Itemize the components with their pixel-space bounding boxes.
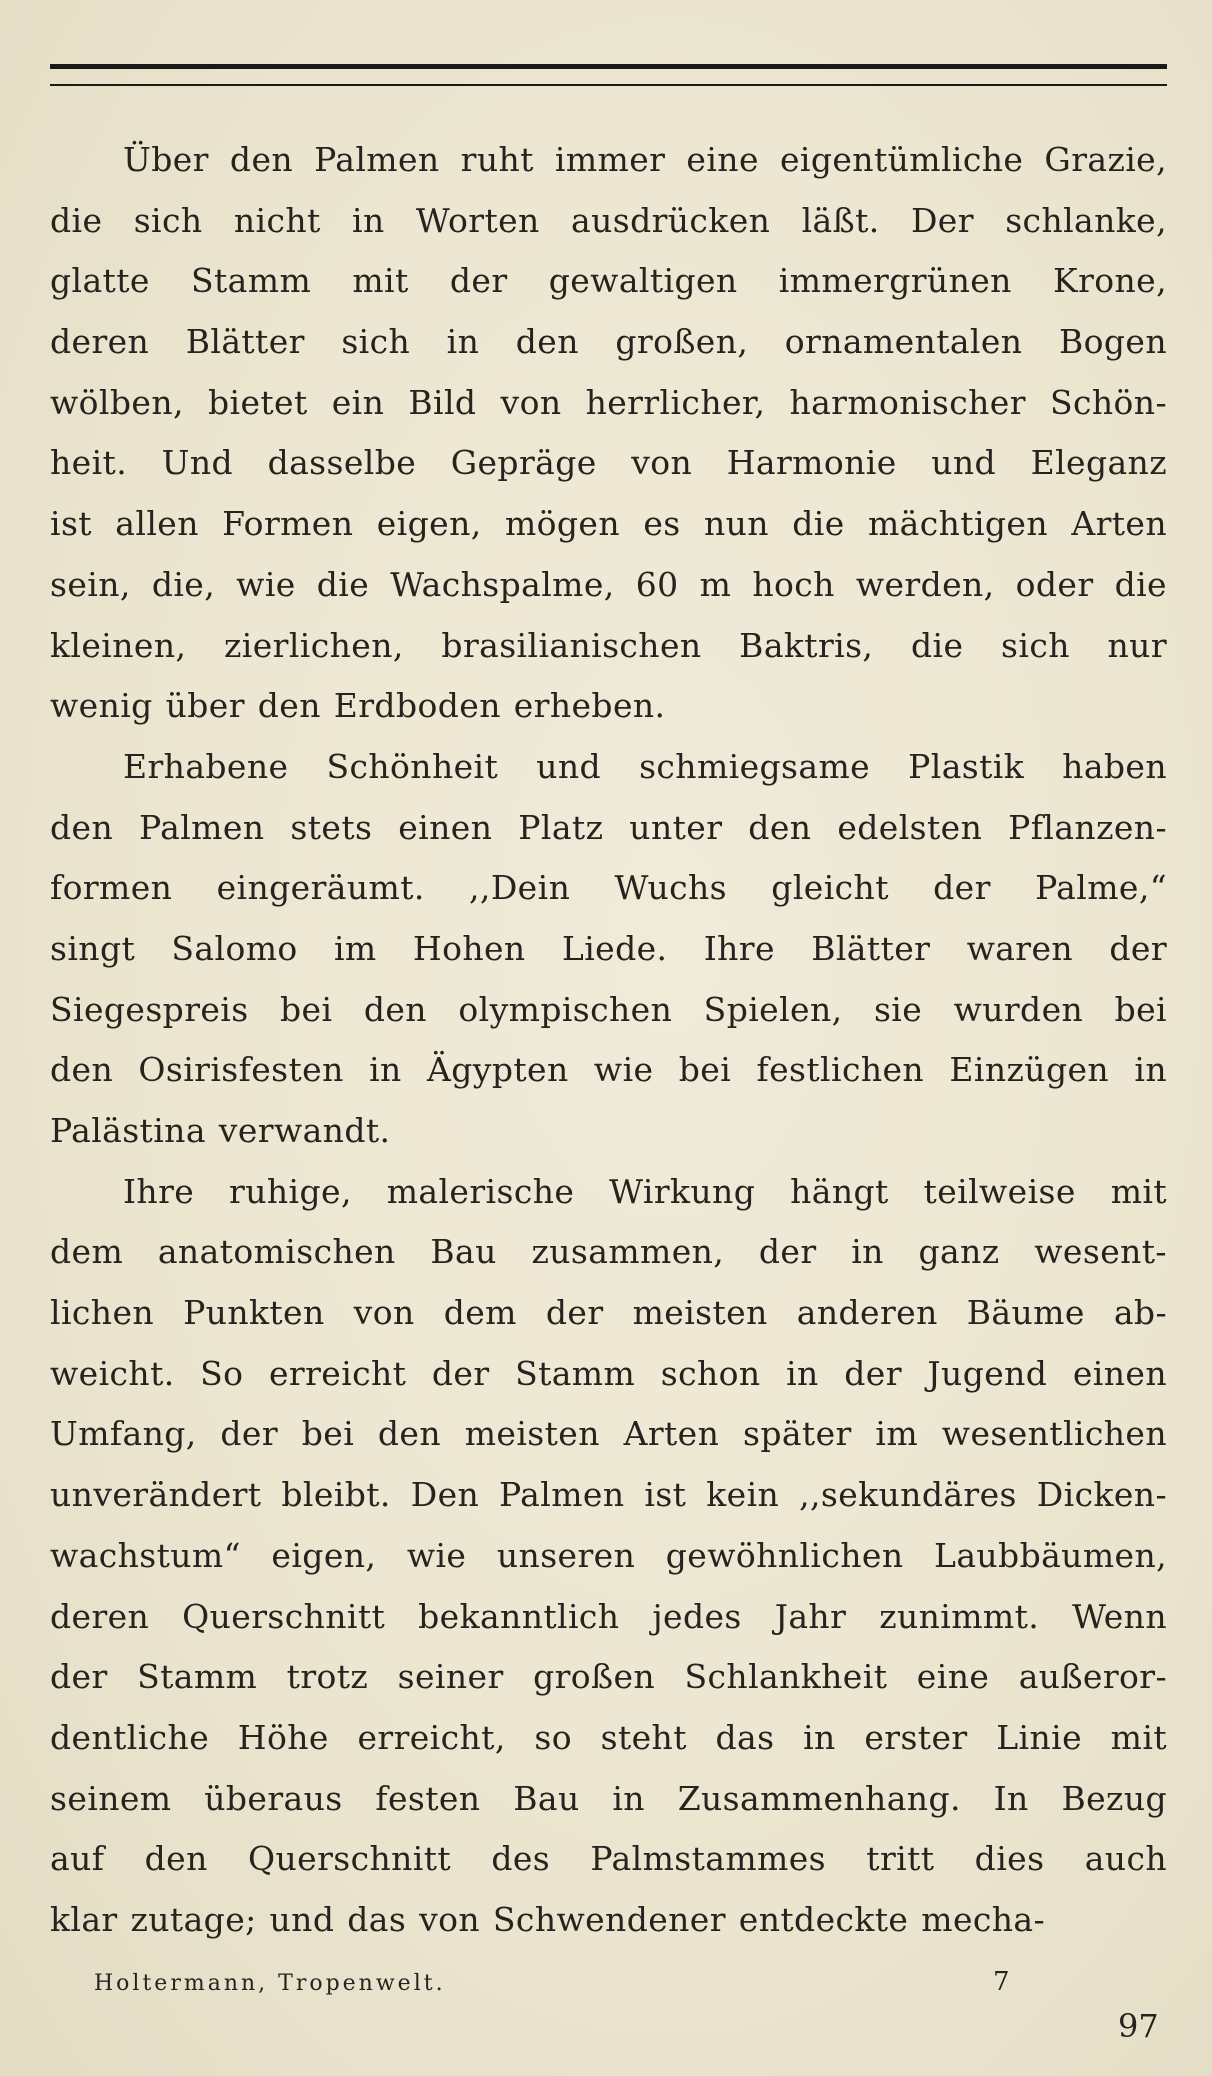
text-line: Über den Palmen ruht immer eine eigentümliche Grazie, [123,140,1167,179]
text-line: glatte Stamm mit der gewaltigen immergrünen Krone, [50,261,1167,301]
text-line: Umfang, der bei den meisten Arten später im wesentlichen [50,1414,1167,1454]
text-line: unverändert bleibt. Den Palmen ist kein ,,sekundäres Dicken- [50,1475,1167,1515]
text-line: sein, die, wie die Wachspalme, 60 m hoch werden, oder die [50,564,1167,604]
text-line: den Palmen stets einen Platz unter den edelsten Pflanzen- [50,807,1167,847]
page-number: 97 [1118,2007,1159,2045]
text-line: wachstum“ eigen, wie unseren gewöhnlichen Laubbäumen, [50,1535,1167,1575]
text-line: lichen Punkten von dem der meisten anderen Bäume ab- [50,1293,1167,1333]
text-line: wölben, bietet ein Bild von herrlicher, harmonischer Schön- [50,382,1167,422]
header-rule-thin [50,84,1167,86]
text-line: wenig über den Erdboden erheben. [50,686,666,726]
text-line: weicht. So erreicht der Stamm schon in der Jugend einen [50,1353,1167,1393]
text-line: heit. Und dasselbe Gepräge von Harmonie und Eleganz [50,443,1167,483]
text-line: dentliche Höhe erreicht, so steht das in erster Linie mit [50,1717,1167,1757]
header-rule-thick [50,64,1167,69]
paragraph [50,1162,1167,1951]
text-line: ist allen Formen eigen, mögen es nun die mächtigen Arten [50,504,1167,544]
text-line: deren Querschnitt bekanntlich jedes Jahr zunimmt. Wenn [50,1596,1167,1636]
footer-author-title: Holtermann, Tropenwelt. [94,1971,446,1996]
text-line: seinem überaus festen Bau in Zusammenhang. In Bezug [50,1778,1167,1818]
text-line: deren Blätter sich in den großen, ornamentalen Bogen [50,322,1167,362]
text-line: singt Salomo im Hohen Liede. Ihre Blätter waren der [50,928,1167,968]
paragraph [50,737,1167,1162]
paragraph [50,130,1167,737]
body-text [50,130,1167,1951]
text-line: kleinen, zierlichen, brasilianischen Baktris, die sich nur [50,625,1167,665]
text-line: den Osirisfesten in Ägypten wie bei festlichen Einzügen in [50,1050,1167,1090]
text-line: dem anatomischen Bau zusammen, der in ganz wesent- [50,1232,1167,1272]
text-line: Palästina verwandt. [50,1111,391,1150]
text-line: der Stamm trotz seiner großen Schlankheit eine außeror- [50,1657,1167,1697]
text-line: formen eingeräumt. ,,Dein Wuchs gleicht der Palme,“ [50,868,1167,908]
text-line: Erhabene Schönheit und schmiegsame Plastik haben [123,746,1167,786]
footer-signature-mark: 7 [993,1967,1010,1997]
text-line: auf den Querschnitt des Palmstammes tritt dies auch [50,1839,1167,1879]
text-line: Ihre ruhige, malerische Wirkung hängt teilweise mit [123,1171,1167,1211]
text-line: Siegespreis bei den olympischen Spielen, sie wurden bei [50,989,1167,1029]
text-line: klar zutage; und das von Schwendener entdeckte mecha- [50,1899,1046,1939]
text-line: die sich nicht in Worten ausdrücken läßt. Der schlanke, [50,200,1167,240]
